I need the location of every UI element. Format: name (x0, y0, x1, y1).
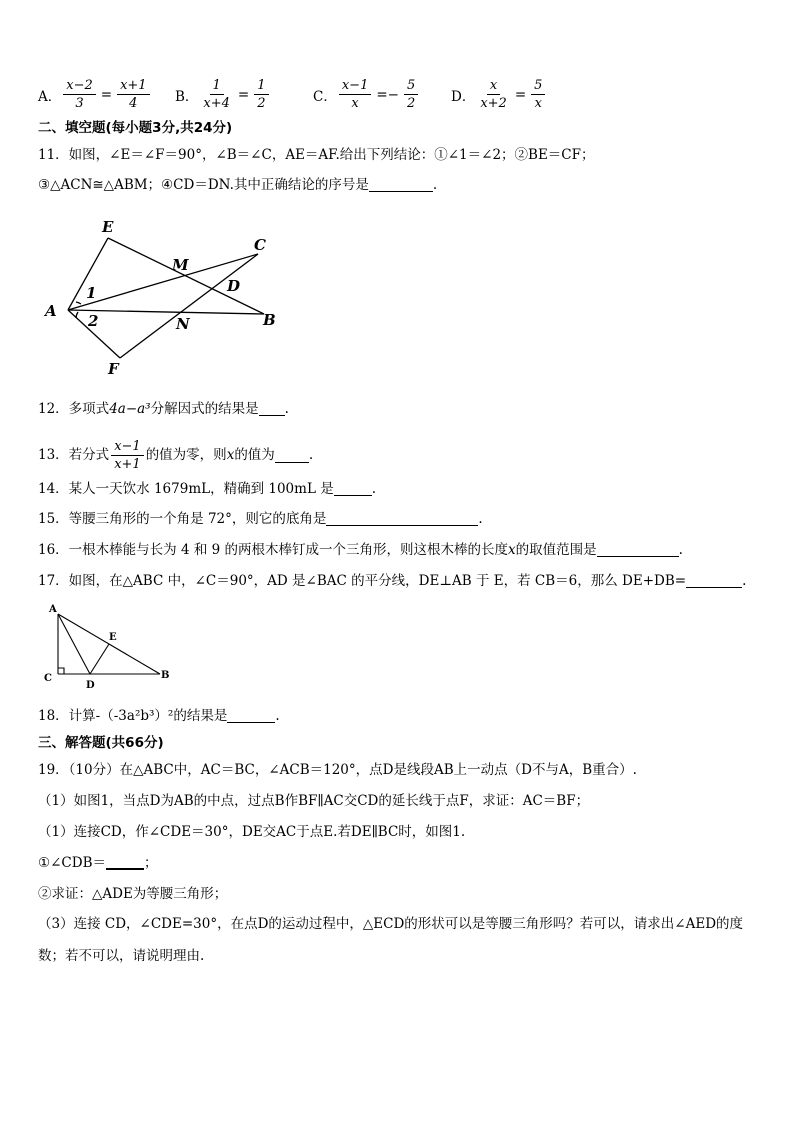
right-angle-mark (58, 668, 64, 674)
label-c: C (44, 673, 52, 684)
answer-blank[interactable] (227, 708, 275, 723)
label-n: N (176, 315, 190, 333)
answer-blank[interactable] (326, 511, 478, 526)
label-e: E (102, 218, 114, 236)
fraction: $\frac{1}{2}$ (254, 78, 268, 111)
label-d: D (86, 680, 95, 691)
q16: 16．一根木棒能与长为 4 和 9 的两根木棒钉成一个三角形，则这根木棒的长度x的取值范围是 . (38, 542, 683, 558)
label-c: C (254, 236, 266, 254)
segment-fc (120, 254, 258, 358)
q19-line1: 19．（10分）在△ABC中，AC＝BC，∠ACB＝120°，点D是线段AB上一动点（D不与A，B重合）. (38, 762, 637, 778)
label-d: D (227, 277, 241, 295)
label-e: E (109, 632, 117, 643)
q18: 18．计算-（-3a²b³）²的结果是 . (38, 708, 280, 724)
q14: 14．某人一天饮水 1679mL，精确到 100mL 是 . (38, 481, 377, 497)
label-f: F (108, 360, 119, 378)
answer-blank[interactable] (106, 854, 144, 870)
q17-figure (40, 600, 180, 695)
q19-line2: （1）如图1，当点D为AB的中点，过点B作BF∥AC交CD的延长线于点F，求证：AC＝BF； (38, 793, 590, 809)
option-a: A． $\frac{x-2}{3}$ = $\frac{x+1}{4}$ (38, 78, 152, 111)
fraction: $\frac{x-2}{3}$ (63, 78, 96, 111)
label-2: 2 (88, 312, 99, 330)
q19-line5: ②求证：△ADE为等腰三角形； (38, 886, 228, 902)
fraction: $\frac{x-1}{x+1}$ (111, 439, 144, 472)
label-1: 1 (86, 284, 97, 302)
q19-line3: （1）连接CD，作∠CDE＝30°，DE交AC于点E.若DE∥BC时，如图1. (38, 824, 466, 840)
answer-blank[interactable] (275, 448, 309, 463)
answer-blank[interactable] (597, 542, 679, 557)
fraction: $\frac{x+1}{4}$ (117, 78, 150, 111)
q11-figure (40, 212, 290, 382)
label-a: A (49, 604, 57, 615)
option-d: D． $\frac{x}{x+2}$ = $\frac{5}{x}$ (451, 78, 547, 111)
fraction: $\frac{1}{x+4}$ (203, 78, 230, 111)
q19-line4: ①∠CDB＝ ； (38, 855, 158, 871)
q12: 12．多项式4a−a³分解因式的结果是 . (38, 401, 289, 417)
section-heading: 三、解答题(共66分) (38, 735, 164, 751)
answer-blank[interactable] (369, 177, 433, 192)
q11-line2: ③△ACN≅△ABM；④CD＝DN.其中正确结论的序号是 . (38, 177, 438, 193)
q15: 15．等腰三角形的一个角是 72°，则它的底角是 . (38, 511, 483, 527)
segment-eb (108, 238, 264, 314)
q17: 17．如图，在△ABC 中，∠C＝90°，AD 是∠BAC 的平分线，DE⊥AB 于 E，若 CB＝6，那么 DE+DB= . (38, 573, 747, 589)
answer-blank[interactable] (686, 573, 742, 588)
label-a: A (45, 302, 57, 320)
angle-1-mark (76, 302, 81, 304)
answer-blank[interactable] (259, 401, 285, 416)
option-b: B． $\frac{1}{x+4}$ = $\frac{1}{2}$ (175, 78, 271, 111)
q19-line7: 数；若不可以，请说明理由. (38, 948, 205, 964)
fraction: $\frac{5}{x}$ (531, 78, 545, 111)
answer-blank[interactable] (334, 481, 372, 496)
fraction: $\frac{5}{2}$ (404, 78, 418, 111)
q13: 13．若分式 $\frac{x-1}{x+1}$ 的值为零，则 x 的值为 . (38, 438, 314, 472)
fraction: $\frac{x-1}{x}$ (339, 78, 372, 111)
fraction: $\frac{x}{x+2}$ (480, 78, 507, 111)
option-c: C． $\frac{x-1}{x}$ =− $\frac{5}{2}$ (313, 78, 420, 111)
label-m: M (172, 256, 189, 274)
segment-de (90, 644, 109, 674)
q11-line1: 11．如图，∠E＝∠F＝90°，∠B＝∠C，AE＝AF.给出下列结论：①∠1＝∠2；②BE＝CF； (38, 147, 595, 163)
angle-2-mark (76, 312, 78, 318)
section-heading: 二、填空题(每小题3分,共24分) (38, 120, 233, 136)
q19-line6: （3）连接 CD，∠CDE=30°，在点D的运动过程中，△ECD的形状可以是等腰三角形吗？若可以，请求出∠AED的度 (38, 916, 744, 932)
label-b: B (263, 311, 276, 329)
label-b: B (161, 670, 170, 681)
